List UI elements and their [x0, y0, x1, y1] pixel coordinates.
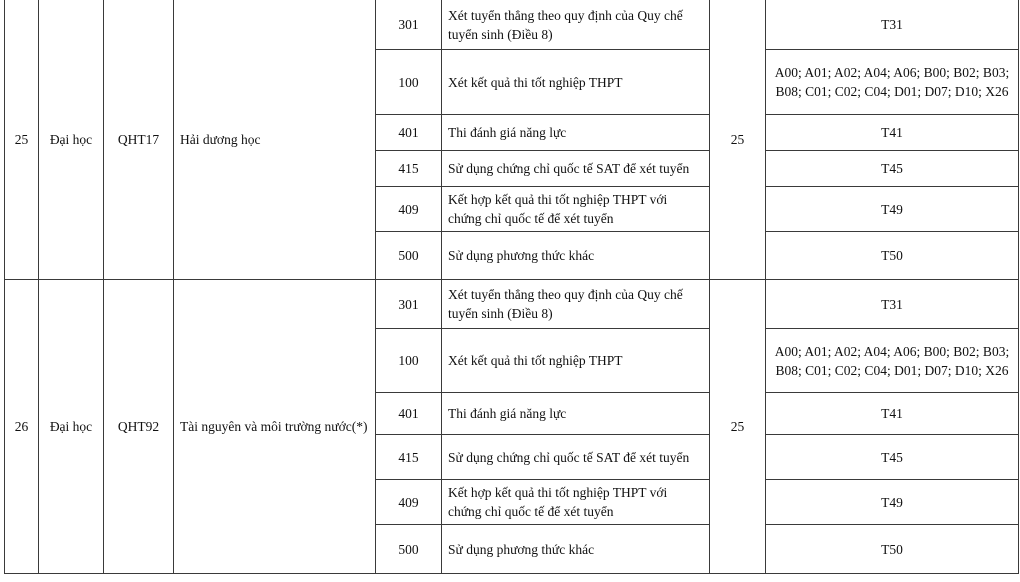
subject-combination: T31	[766, 0, 1019, 50]
subject-combination: T41	[766, 393, 1019, 435]
method-name: Thi đánh giá năng lực	[442, 393, 710, 435]
subject-combination: T50	[766, 232, 1019, 280]
method-code: 401	[376, 115, 442, 151]
subject-combination: T31	[766, 280, 1019, 329]
education-level: Đại học	[39, 280, 104, 574]
method-code: 500	[376, 232, 442, 280]
method-name: Kết hợp kết quả thi tốt nghiệp THPT với chứng chỉ quốc tế để xét tuyển	[442, 480, 710, 525]
subject-combination: T45	[766, 151, 1019, 187]
method-code: 401	[376, 393, 442, 435]
method-name: Xét kết quả thi tốt nghiệp THPT	[442, 50, 710, 115]
method-code: 100	[376, 50, 442, 115]
method-code: 301	[376, 0, 442, 50]
program-name: Hải dương học	[174, 0, 376, 280]
quota: 25	[710, 280, 766, 574]
subject-combination: T49	[766, 480, 1019, 525]
method-name: Xét tuyển thẳng theo quy định của Quy chế tuyển sinh (Điều 8)	[442, 280, 710, 329]
method-name: Sử dụng chứng chỉ quốc tế SAT để xét tuyển	[442, 435, 710, 480]
subject-combination: T49	[766, 187, 1019, 232]
method-code: 409	[376, 480, 442, 525]
method-code: 415	[376, 435, 442, 480]
method-name: Sử dụng phương thức khác	[442, 232, 710, 280]
method-code: 100	[376, 329, 442, 393]
quota: 25	[710, 0, 766, 280]
row-number: 26	[5, 280, 39, 574]
table-row	[5, 280, 1019, 329]
method-code: 415	[376, 151, 442, 187]
subject-combination: T41	[766, 115, 1019, 151]
method-code: 409	[376, 187, 442, 232]
program-code: QHT92	[104, 280, 174, 574]
table-row	[5, 0, 1019, 50]
method-name: Kết hợp kết quả thi tốt nghiệp THPT với chứng chỉ quốc tế để xét tuyển	[442, 187, 710, 232]
method-code: 500	[376, 525, 442, 574]
education-level: Đại học	[39, 0, 104, 280]
row-number: 25	[5, 0, 39, 280]
program-name: Tài nguyên và môi trường nước(*)	[174, 280, 376, 574]
method-name: Sử dụng phương thức khác	[442, 525, 710, 574]
subject-combination: A00; A01; A02; A04; A06; B00; B02; B03; B08; C01; C02; C04; D01; D07; D10; X26	[766, 50, 1019, 115]
subject-combination: T50	[766, 525, 1019, 574]
method-name: Xét tuyển thẳng theo quy định của Quy chế tuyển sinh (Điều 8)	[442, 0, 710, 50]
method-name: Xét kết quả thi tốt nghiệp THPT	[442, 329, 710, 393]
admission-table	[4, 0, 1019, 574]
method-name: Sử dụng chứng chỉ quốc tế SAT để xét tuyển	[442, 151, 710, 187]
method-code: 301	[376, 280, 442, 329]
subject-combination: A00; A01; A02; A04; A06; B00; B02; B03; B08; C01; C02; C04; D01; D07; D10; X26	[766, 329, 1019, 393]
subject-combination: T45	[766, 435, 1019, 480]
program-code: QHT17	[104, 0, 174, 280]
method-name: Thi đánh giá năng lực	[442, 115, 710, 151]
